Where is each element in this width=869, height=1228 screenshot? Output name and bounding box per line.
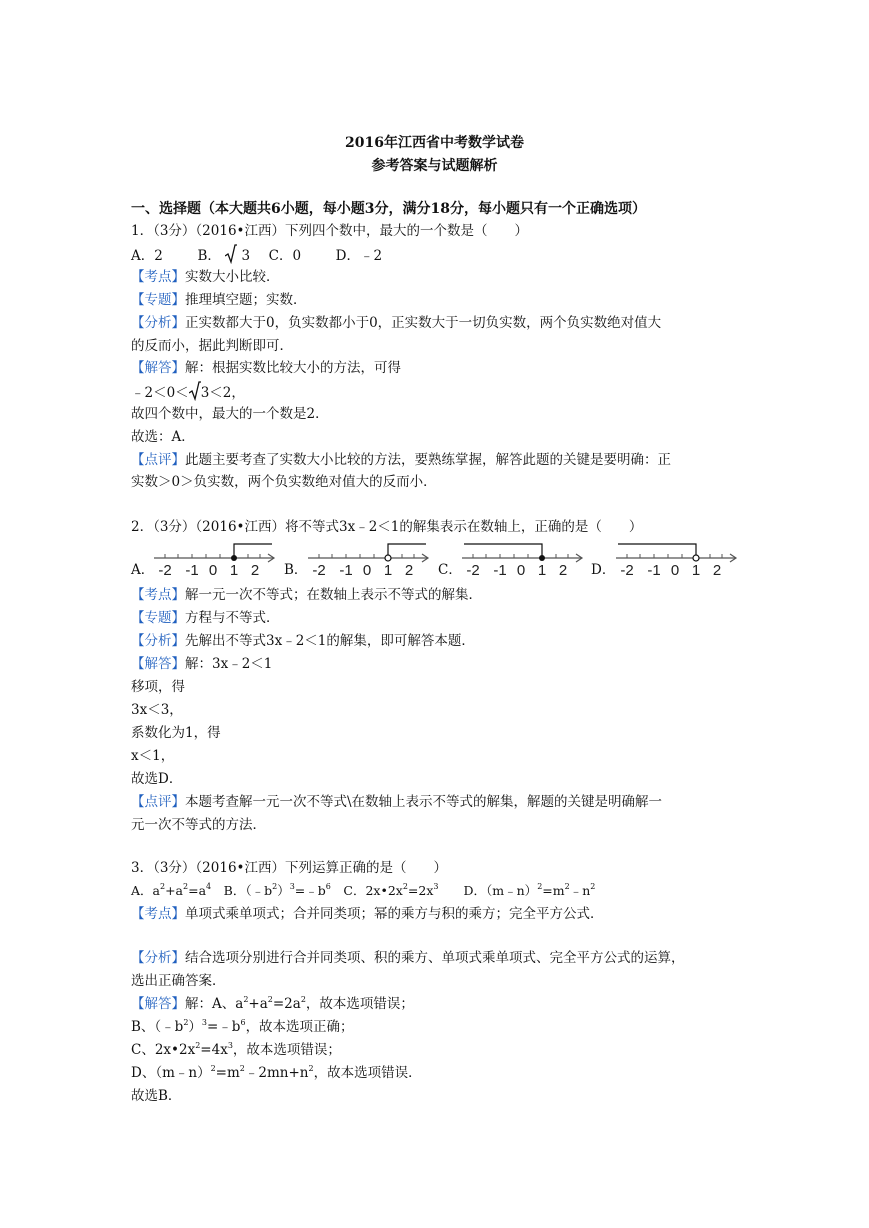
q1-stem: 1．（3分）（2016•江西）下列四个数中，最大的一个数是（ ） <box>131 223 528 239</box>
q1-ineq-sqrt-value: 3 <box>200 385 210 401</box>
q1-option-d: D．﹣2 <box>335 248 383 264</box>
number-line-b <box>306 540 432 580</box>
tag-dianping: 【点评】 <box>131 452 185 468</box>
tick-label: 2 <box>250 562 260 579</box>
q2-stem: 2．（3分）（2016•江西）将不等式3x﹣2＜1的解集表示在数轴上，正确的是（ ） <box>131 519 643 535</box>
q1-ineq-right: ＜2， <box>209 385 245 401</box>
q2-kaodian-text: 解一元一次不等式；在数轴上表示不等式的解集． <box>185 587 482 603</box>
q1-inequality <box>131 381 245 403</box>
tag-jieda: 【解答】 <box>131 656 185 672</box>
q3-c-tail: ，故本选项错误； <box>232 1042 341 1058</box>
tick-label: 1 <box>229 562 239 579</box>
q3-kaodian-text: 单项式乘单项式；合并同类项；幂的乘方与积的乘方；完全平方公式． <box>185 906 604 922</box>
q3-a-tail: ，故本选项错误； <box>305 996 414 1012</box>
tick-label: 2 <box>712 562 722 579</box>
tick-label: -2 <box>312 562 326 579</box>
tick-label: -2 <box>620 562 634 579</box>
q2-option-b-label: B． <box>284 562 308 578</box>
q1-fenxi-text-2: 的反而小，据此判断即可． <box>131 338 293 354</box>
q1-dianping-text-1: 此题主要考查了实数大小比较的方法，要熟练掌握，解答此题的关键是要明确：正 <box>185 452 671 468</box>
tick-label: 0 <box>362 562 372 579</box>
tag-zhuanti: 【专题】 <box>131 610 185 626</box>
section-heading: 一、选择题（本大题共6小题，每小题3分，满分18分，每小题只有一个正确选项） <box>131 201 646 217</box>
tag-jieda: 【解答】 <box>131 360 185 376</box>
q3-fenxi-text-1: 结合选项分别进行合并同类项、积的乘方、单项式乘单项式、完全平方公式的运算， <box>185 950 685 966</box>
q3-step-c: C、$2x•2x^2=4x^3$，故本选项错误； <box>131 1041 341 1058</box>
tag-kaodian: 【考点】 <box>131 269 185 285</box>
q1-zhuanti <box>131 290 307 310</box>
q2-answer: 故选D． <box>131 771 183 787</box>
sqrt-symbol <box>225 244 250 266</box>
q1-jieda-text: 解：根据实数比较大小的方法，可得 <box>185 360 401 376</box>
tag-jieda: 【解答】 <box>131 996 185 1012</box>
q2-option-d-label: D． <box>591 562 616 578</box>
number-line-c <box>460 540 586 580</box>
sqrt-symbol <box>189 381 210 403</box>
q1-dianping-text-2: 实数＞0＞负实数，两个负实数绝对值大的反而小． <box>131 474 437 490</box>
q1-kaodian <box>131 267 280 287</box>
page-subtitle: 参考答案与试题解析 <box>371 158 498 174</box>
q3-options: A．$a^2+a^2=a^4$ B．$(﹣b^2)^3=﹣b^6$ C．$2x•2x^2=2x^3$ D．$(m﹣n)^2=m^2﹣n^2$ <box>131 882 596 898</box>
q2-jieda-text: 解：3x﹣2＜1 <box>185 656 273 672</box>
q3-d-tail: ，故本选项错误． <box>313 1065 422 1081</box>
q3-jieda-prefix: 解：A、 <box>185 996 236 1012</box>
number-line-d <box>614 540 740 580</box>
number-line-a <box>152 540 278 580</box>
q1-option-c: C．0 <box>268 248 302 264</box>
tick-label: 1 <box>691 562 701 579</box>
tag-dianping: 【点评】 <box>131 794 185 810</box>
q3-fenxi <box>131 948 685 968</box>
q1-kaodian-text: 实数大小比较． <box>185 269 280 285</box>
q1-zhuanti-text: 推理填空题；实数． <box>185 292 307 308</box>
tag-kaodian: 【考点】 <box>131 587 185 603</box>
q2-fenxi <box>131 631 475 651</box>
q1-jieda <box>131 358 401 378</box>
q1-sqrt-value: 3 <box>241 248 251 264</box>
tag-zhuanti: 【专题】 <box>131 292 185 308</box>
q2-step: 系数化为1，得 <box>131 725 221 741</box>
q1-options <box>131 244 382 266</box>
q2-option-a-label: A． <box>131 562 155 578</box>
q3-answer: 故选B． <box>131 1088 182 1104</box>
tick-label: 2 <box>404 562 414 579</box>
q1-option-b-prefix: B． <box>197 248 221 264</box>
q3-fenxi-text-2: 选出正确答案． <box>131 973 226 989</box>
q2-step: 3x＜3， <box>131 702 183 718</box>
q1-ineq-left: ﹣2＜0＜ <box>131 385 189 401</box>
q3-step-d: D、$(m﹣n)^2=m^2﹣2mn+n^2$，故本选项错误． <box>131 1064 422 1081</box>
q1-option-a: A．2 <box>131 248 163 264</box>
q2-step: x＜1， <box>131 748 175 764</box>
tick-label: 0 <box>516 562 526 579</box>
tick-label: -1 <box>493 562 507 579</box>
q2-dianping-text-1: 本题考查解一元一次不等式\在数轴上表示不等式的解集，解题的关键是明确解一 <box>185 794 663 810</box>
q3-stem: 3．（3分）（2016•江西）下列运算正确的是（ ） <box>131 860 447 876</box>
tick-label: -2 <box>466 562 480 579</box>
tag-kaodian: 【考点】 <box>131 906 185 922</box>
tick-label: -1 <box>185 562 199 579</box>
tick-label: 1 <box>383 562 393 579</box>
q1-fenxi-text-1: 正实数都大于0，负实数都小于0，正实数大于一切负实数，两个负实数绝对值大 <box>185 315 662 331</box>
q2-zhuanti-text: 方程与不等式． <box>185 610 280 626</box>
q2-dianping <box>131 792 662 812</box>
tick-label: -1 <box>339 562 353 579</box>
q1-answer: 故选：A． <box>131 429 195 445</box>
q2-jieda <box>131 654 272 674</box>
tag-fenxi: 【分析】 <box>131 633 185 649</box>
q2-kaodian <box>131 585 482 605</box>
tick-label: -1 <box>647 562 661 579</box>
q2-zhuanti <box>131 608 280 628</box>
tick-label: -2 <box>158 562 172 579</box>
q3-b-tail: ，故本选项正确； <box>245 1019 354 1035</box>
q2-dianping-text-2: 元一次不等式的方法． <box>131 817 266 833</box>
tick-label: 1 <box>537 562 547 579</box>
tick-label: 2 <box>558 562 568 579</box>
tick-label: 0 <box>670 562 680 579</box>
q3-step-b: B、$(﹣b^2)^3=﹣b^6$，故本选项正确； <box>131 1018 354 1035</box>
q2-option-c-label: C． <box>438 562 462 578</box>
q1-conclusion: 故四个数中，最大的一个数是2． <box>131 406 329 422</box>
page-title: 2016年江西省中考数学试卷 <box>345 135 524 151</box>
q3-kaodian <box>131 904 604 924</box>
q1-fenxi <box>131 313 661 333</box>
q2-step: 移项，得 <box>131 679 185 695</box>
tag-fenxi: 【分析】 <box>131 315 185 331</box>
tick-label: 0 <box>208 562 218 579</box>
q1-dianping <box>131 450 671 470</box>
tag-fenxi: 【分析】 <box>131 950 185 966</box>
q2-fenxi-text: 先解出不等式3x﹣2＜1的解集，即可解答本题． <box>185 633 475 649</box>
q3-jieda: 【解答】解：A、$a^2+a^2=2a^2$，故本选项错误； <box>131 995 414 1012</box>
